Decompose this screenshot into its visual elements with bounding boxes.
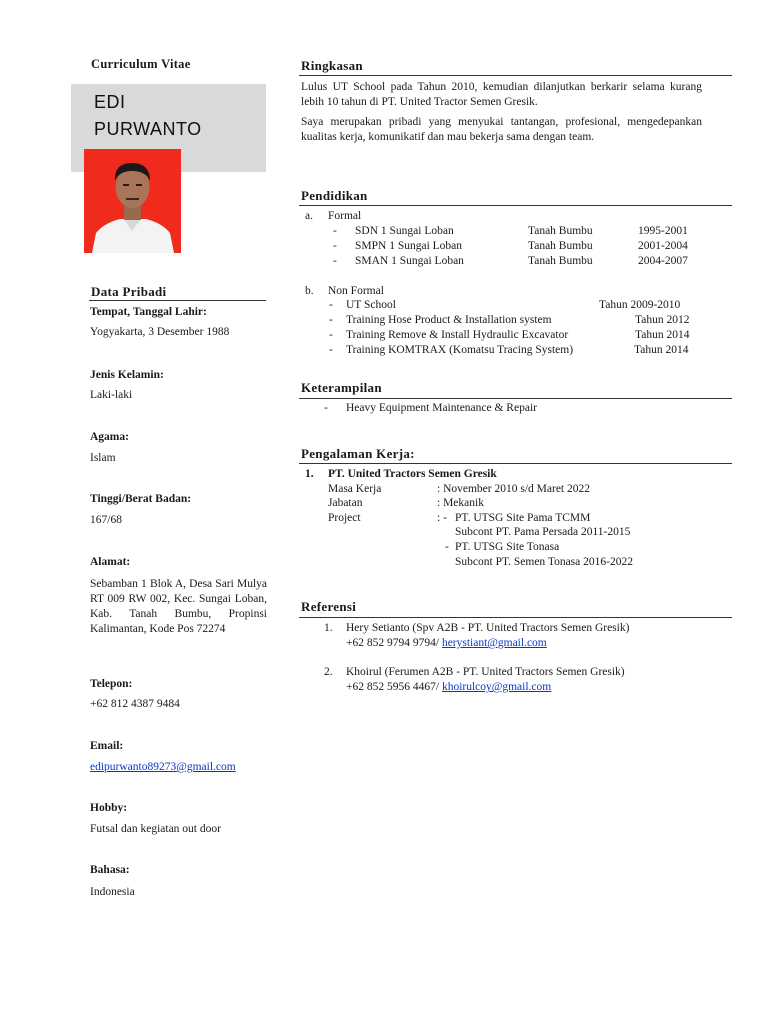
cv-label: Curriculum Vitae (91, 57, 191, 71)
list-bullet: - (445, 541, 449, 553)
phone-label: Telepon: (90, 678, 133, 690)
school-name: SMPN 1 Sungai Loban (355, 240, 463, 252)
skills-heading: Keterampilan (301, 380, 382, 395)
address-label: Alamat: (90, 556, 131, 568)
list-bullet: - (333, 255, 337, 267)
personal-data-heading: Data Pribadi (91, 284, 167, 299)
experience-number: 1. (305, 468, 314, 480)
period-value: : November 2010 s/d Maret 2022 (437, 483, 590, 495)
school-years: 1995-2001 (638, 225, 688, 237)
training-name: Training Hose Product & Installation system (346, 314, 552, 326)
divider (299, 75, 732, 76)
period-label: Masa Kerja (328, 483, 382, 495)
address-value: Sebamban 1 Blok A, Desa Sari Mulya RT 009 RW 002, Kec. Sungai Loban, Kab. Tanah Bumbu, Propinsi Kalimantan, Kode Pos 72274 (90, 578, 267, 635)
language-value: Indonesia (90, 886, 135, 898)
religion-value: Islam (90, 452, 116, 464)
reference-name: Hery Setianto (Spv A2B - PT. United Tractors Semen Gresik) (346, 622, 630, 634)
email-link[interactable]: edipurwanto89273@gmail.com (90, 761, 236, 773)
project-subcont: Subcont PT. Semen Tonasa 2016-2022 (455, 556, 633, 568)
training-name: Training Remove & Install Hydraulic Excavator (346, 329, 569, 341)
height-weight-label: Tinggi/Berat Badan: (90, 493, 192, 505)
divider (89, 300, 266, 301)
reference-email-link[interactable]: herystiant@gmail.com (441, 637, 547, 649)
first-name: EDI (94, 92, 126, 112)
school-name: SMAN 1 Sungai Loban (355, 255, 464, 267)
list-bullet: - (329, 299, 333, 311)
summary-heading: Ringkasan (301, 58, 363, 73)
formal-marker: a. (305, 210, 313, 222)
divider (299, 463, 732, 464)
hobby-value: Futsal dan kegiatan out door (90, 823, 221, 835)
role-label: Jabatan (328, 497, 363, 509)
school-years: 2001-2004 (638, 240, 688, 252)
reference-contact (346, 681, 551, 693)
list-bullet: - (329, 314, 333, 326)
reference-contact (346, 637, 547, 649)
training-year: Tahun 2014 (635, 329, 690, 341)
summary-paragraph-2: Saya merupakan pribadi yang menyukai tantangan, profesional, mengedepankan kualitas kerja, komunikatif dan mau bekerja sama dengan team. (301, 116, 702, 143)
language-label: Bahasa: (90, 864, 130, 876)
list-bullet: - (333, 240, 337, 252)
last-name: PURWANTO (94, 119, 202, 139)
training-year: Tahun 2012 (635, 314, 690, 326)
list-bullet: - (329, 329, 333, 341)
project-prefix: : - (437, 512, 447, 524)
profile-photo (84, 149, 181, 253)
references-heading: Referensi (301, 599, 357, 614)
summary-paragraph-1: Lulus UT School pada Tahun 2010, kemudian dilanjutkan berkarir selama kurang lebih 10 tahun di PT. United Tractor Semen Gresik. (301, 81, 702, 108)
school-years: 2004-2007 (638, 255, 688, 267)
reference-number: 2. (324, 666, 333, 678)
project-label: Project (328, 512, 361, 524)
education-heading: Pendidikan (301, 188, 368, 203)
list-bullet: - (324, 402, 328, 414)
project-subcont: Subcont PT. Pama Persada 2011-2015 (455, 526, 631, 538)
role-value: : Mekanik (437, 497, 484, 509)
formal-label: Formal (328, 210, 362, 222)
gender-value: Laki-laki (90, 389, 133, 401)
school-place: Tanah Bumbu (528, 225, 593, 237)
religion-label: Agama: (90, 431, 129, 443)
skill-item: Heavy Equipment Maintenance & Repair (346, 402, 537, 414)
school-name: SDN 1 Sungai Loban (355, 225, 454, 237)
list-bullet: - (333, 225, 337, 237)
reference-name: Khoirul (Ferumen A2B - PT. United Tractors Semen Gresik) (346, 666, 625, 678)
nonformal-marker: b. (305, 285, 314, 297)
nonformal-label: Non Formal (328, 285, 384, 297)
training-year: Tahun 2009-2010 (599, 299, 681, 311)
training-name: Training KOMTRAX (Komatsu Tracing System) (346, 344, 574, 356)
email-label: Email: (90, 740, 124, 752)
school-place: Tanah Bumbu (528, 255, 593, 267)
birth-value: Yogyakarta, 3 Desember 1988 (90, 326, 230, 338)
project-name: PT. UTSG Site Pama TCMM (455, 512, 591, 524)
reference-email-link[interactable]: khoirulcoy@gmail.com (441, 681, 552, 693)
project-name: PT. UTSG Site Tonasa (455, 541, 560, 553)
divider (299, 617, 732, 618)
birth-label: Tempat, Tanggal Lahir: (90, 306, 207, 318)
school-place: Tanah Bumbu (528, 240, 593, 252)
phone-value: +62 812 4387 9484 (90, 698, 180, 710)
company-name: PT. United Tractors Semen Gresik (328, 468, 497, 480)
reference-number: 1. (324, 622, 333, 634)
training-name: UT School (346, 299, 396, 311)
hobby-label: Hobby: (90, 802, 128, 814)
divider (299, 398, 732, 399)
gender-label: Jenis Kelamin: (90, 369, 164, 381)
height-weight-value: 167/68 (90, 514, 122, 526)
experience-heading: Pengalaman Kerja: (301, 446, 415, 461)
training-year: Tahun 2014 (634, 344, 689, 356)
reference-phone: +62 852 5956 4467/ (346, 681, 442, 693)
list-bullet: - (329, 344, 333, 356)
reference-phone: +62 852 9794 9794/ (346, 637, 442, 649)
divider (299, 205, 732, 206)
